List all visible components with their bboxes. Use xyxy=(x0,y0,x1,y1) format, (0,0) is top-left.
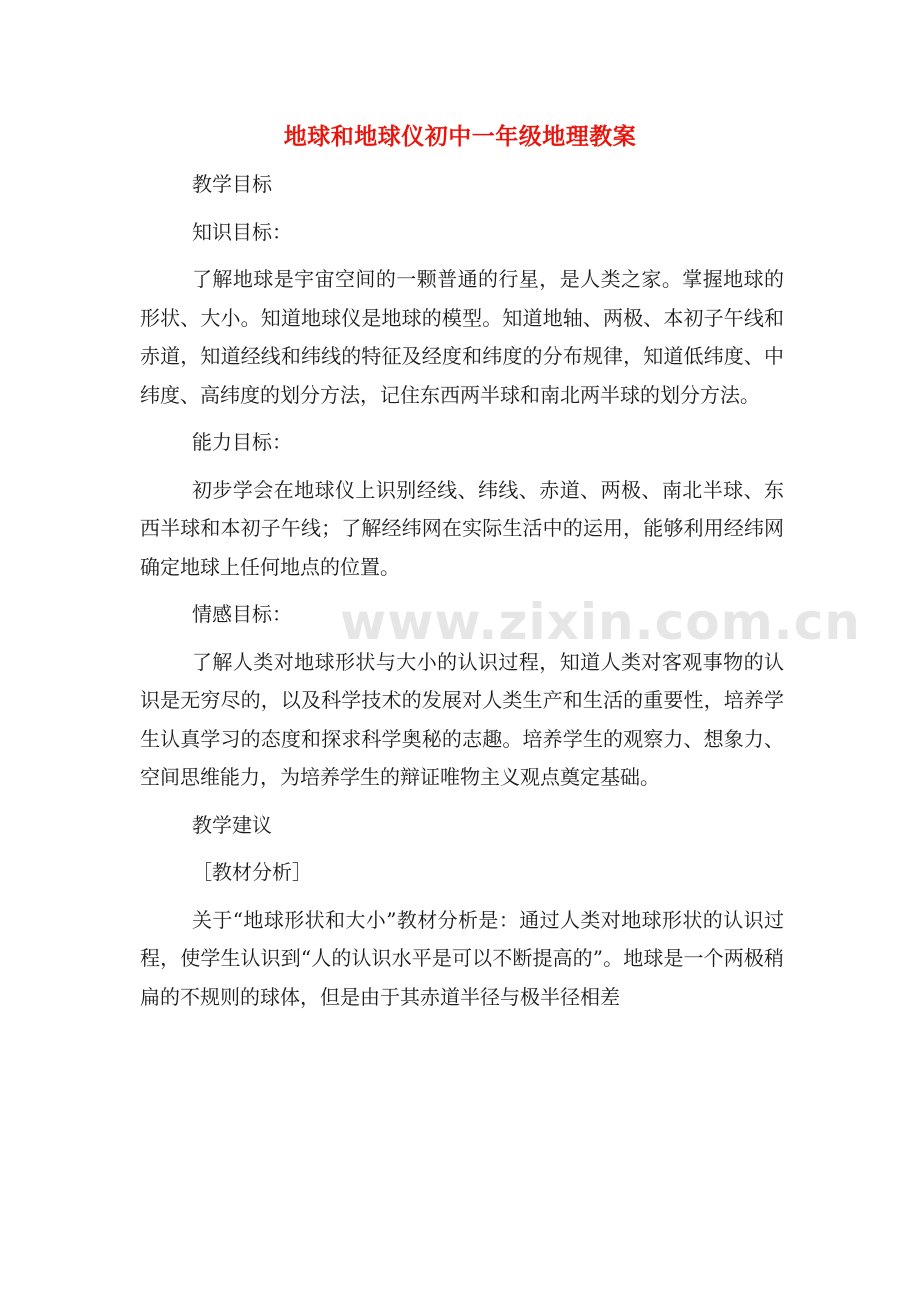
paragraph-textbook-analysis: 关于“地球形状和大小”教材分析是：通过人类对地球形状的认识过程，使学生认识到“人的认识水平是可以不断提高的”。地球是一个两极稍扁的不规则的球体，但是由于其赤道半径与极半径相差 xyxy=(140,907,784,1009)
heading-knowledge-goals: 知识目标： xyxy=(192,219,292,244)
watermark: www.zixin.com.cn xyxy=(340,593,861,651)
paragraph-emotion-goals: 了解人类对地球形状与大小的认识过程，知道人类对客观事物的认识是无穷尽的，以及科学技术的发展对人类生产和生活的重要性，培养学生认真学习的态度和探求科学奥秘的志趣。培养学生的观察力、想象力、空间思维能力，为培养学生的辩证唯物主义观点奠定基础。 xyxy=(140,649,784,789)
heading-textbook-analysis: ［教材分析］ xyxy=(192,860,312,884)
heading-teaching-goals: 教学目标 xyxy=(192,172,272,196)
heading-emotion-goals: 情感目标： xyxy=(192,602,292,626)
document-title: 地球和地球仪初中一年级地理教案 xyxy=(283,123,637,150)
heading-ability-goals: 能力目标： xyxy=(192,430,292,454)
document-body xyxy=(140,165,784,1025)
paragraph-knowledge-goals: 了解地球是宇宙空间的一颗普通的行星，是人类之家。掌握地球的形状、大小。知道地球仪是地球的模型。知道地轴、两极、本初子午线和赤道，知道经线和纬线的特征及经度和纬度的分布规律，知道低纬度、中纬度、高纬度的划分方法，记住东西两半球和南北两半球的划分方法。 xyxy=(140,267,784,407)
heading-teaching-suggestions: 教学建议 xyxy=(192,812,272,837)
paragraph-ability-goals: 初步学会在地球仪上识别经线、纬线、赤道、两极、南北半球、东西半球和本初子午线；了解经纬网在实际生活中的运用，能够利用经纬网确定地球上任何地点的位置。 xyxy=(140,477,784,579)
